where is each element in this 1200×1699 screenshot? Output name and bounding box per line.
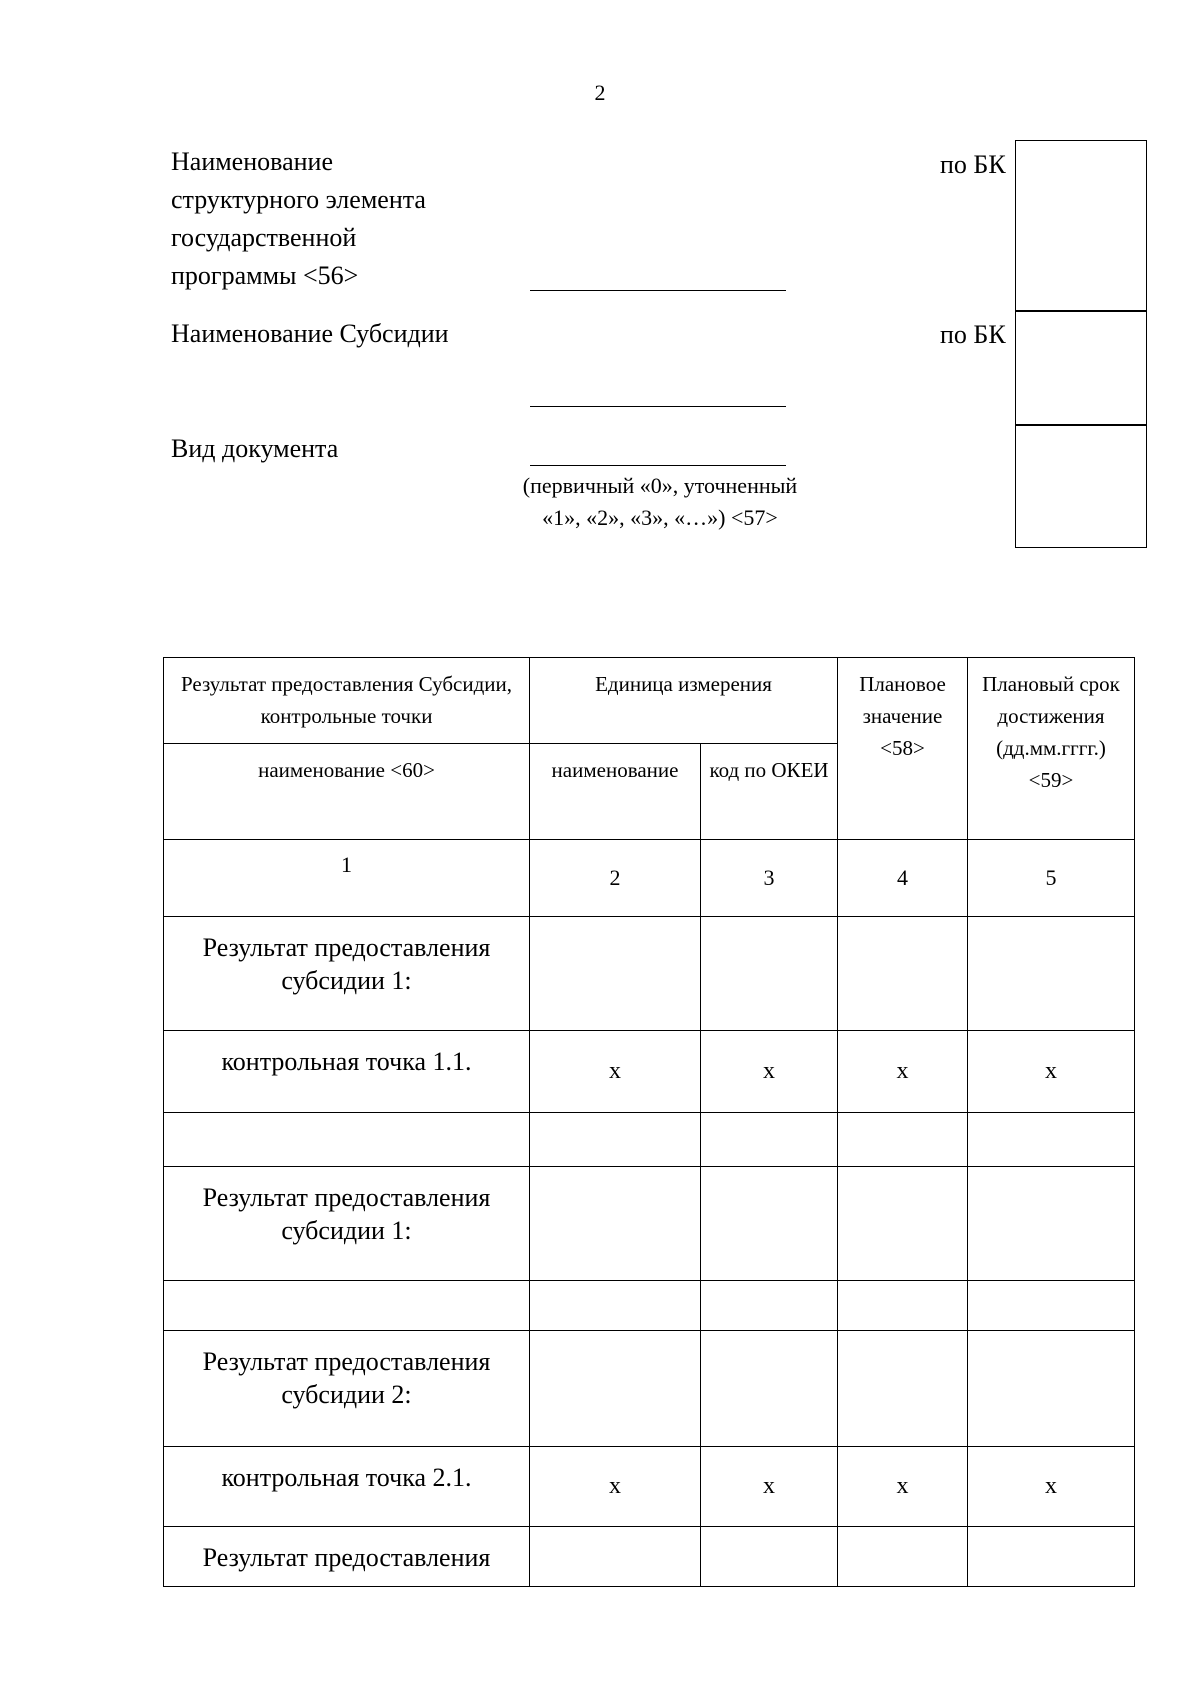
column-number: 4 [838, 840, 968, 917]
table-cell[interactable] [968, 1113, 1135, 1167]
table-cell[interactable]: x [701, 1447, 838, 1527]
table-cell[interactable] [530, 1113, 701, 1167]
table-cell[interactable] [530, 1281, 701, 1331]
table-row [164, 1447, 1135, 1527]
header-planned-deadline: Плановый срок достижения (дд.мм.гггг.) <59> [968, 658, 1135, 840]
header-unit-name: наименование [530, 744, 701, 840]
table-cell[interactable]: x [701, 1031, 838, 1113]
table-cell[interactable]: x [838, 1447, 968, 1527]
column-number: 5 [968, 840, 1135, 917]
table-cell[interactable] [530, 917, 701, 1031]
table-cell[interactable] [530, 1527, 701, 1587]
table-cell[interactable] [701, 1527, 838, 1587]
table-cell[interactable] [701, 917, 838, 1031]
table-cell[interactable] [968, 1527, 1135, 1587]
row-label[interactable]: Результат предоставления субсидии 2: [164, 1331, 530, 1447]
table-row [164, 1113, 1135, 1167]
table-cell[interactable]: x [968, 1031, 1135, 1113]
header-name: наименование <60> [164, 744, 530, 840]
results-table [163, 657, 1135, 1587]
table-row [164, 1031, 1135, 1113]
row-label[interactable]: Результат предоставления субсидии 1: [164, 917, 530, 1031]
table-cell[interactable] [701, 1113, 838, 1167]
table-cell[interactable] [530, 1331, 701, 1447]
table-cell[interactable] [838, 1527, 968, 1587]
column-number: 1 [164, 840, 530, 917]
table-cell[interactable] [968, 1167, 1135, 1281]
row-label[interactable] [164, 1281, 530, 1331]
code-box-structural-element[interactable] [1015, 140, 1147, 312]
row-label[interactable]: контрольная точка 1.1. [164, 1031, 530, 1113]
header-planned-value: Плановое значение <58> [838, 658, 968, 840]
table-cell[interactable]: x [530, 1031, 701, 1113]
table-cell[interactable]: x [838, 1031, 968, 1113]
column-number: 3 [701, 840, 838, 917]
code-box-subsidy[interactable] [1015, 310, 1147, 426]
table-row [164, 917, 1135, 1031]
document-type-label: Вид документа [171, 434, 339, 463]
table-cell[interactable] [838, 1113, 968, 1167]
table-row [164, 1281, 1135, 1331]
row-label[interactable]: Результат предоставления [164, 1527, 530, 1587]
row-label[interactable]: Результат предоставления субсидии 1: [164, 1167, 530, 1281]
table-cell[interactable] [701, 1281, 838, 1331]
column-number: 2 [530, 840, 701, 917]
table-cell[interactable] [838, 1331, 968, 1447]
header-result-group: Результат предоставления Субсидии, контрольные точки [164, 658, 530, 744]
table-row [164, 1331, 1135, 1447]
header-okei-code: код по ОКЕИ [701, 744, 838, 840]
table-cell[interactable] [838, 917, 968, 1031]
page-number: 2 [594, 80, 606, 105]
code-box-document-type[interactable] [1015, 424, 1147, 548]
table-cell[interactable] [701, 1167, 838, 1281]
table-cell[interactable] [701, 1331, 838, 1447]
header-unit-group: Единица измерения [530, 658, 838, 744]
structural-element-field-line[interactable] [530, 290, 786, 291]
table-cell[interactable]: x [968, 1447, 1135, 1527]
subsidy-label: Наименование Субсидии [171, 319, 449, 348]
po-bk-label-1: по БК [940, 150, 1006, 179]
document-type-note: (первичный «0», уточненный «1», «2», «3», «…») <57> [522, 473, 798, 530]
subsidy-field-line[interactable] [530, 406, 786, 407]
table-cell[interactable] [838, 1167, 968, 1281]
structural-element-label: Наименование структурного элемента государственной программы <56> [171, 147, 426, 290]
table-row [164, 1527, 1135, 1587]
table-row [164, 1167, 1135, 1281]
table-cell[interactable]: x [530, 1447, 701, 1527]
document-type-field-line[interactable] [530, 465, 786, 466]
table-cell[interactable] [968, 1331, 1135, 1447]
table-cell[interactable] [530, 1167, 701, 1281]
row-label[interactable]: контрольная точка 2.1. [164, 1447, 530, 1527]
table-cell[interactable] [968, 1281, 1135, 1331]
table-cell[interactable] [838, 1281, 968, 1331]
table-cell[interactable] [968, 917, 1135, 1031]
row-label[interactable] [164, 1113, 530, 1167]
po-bk-label-2: по БК [940, 320, 1006, 349]
